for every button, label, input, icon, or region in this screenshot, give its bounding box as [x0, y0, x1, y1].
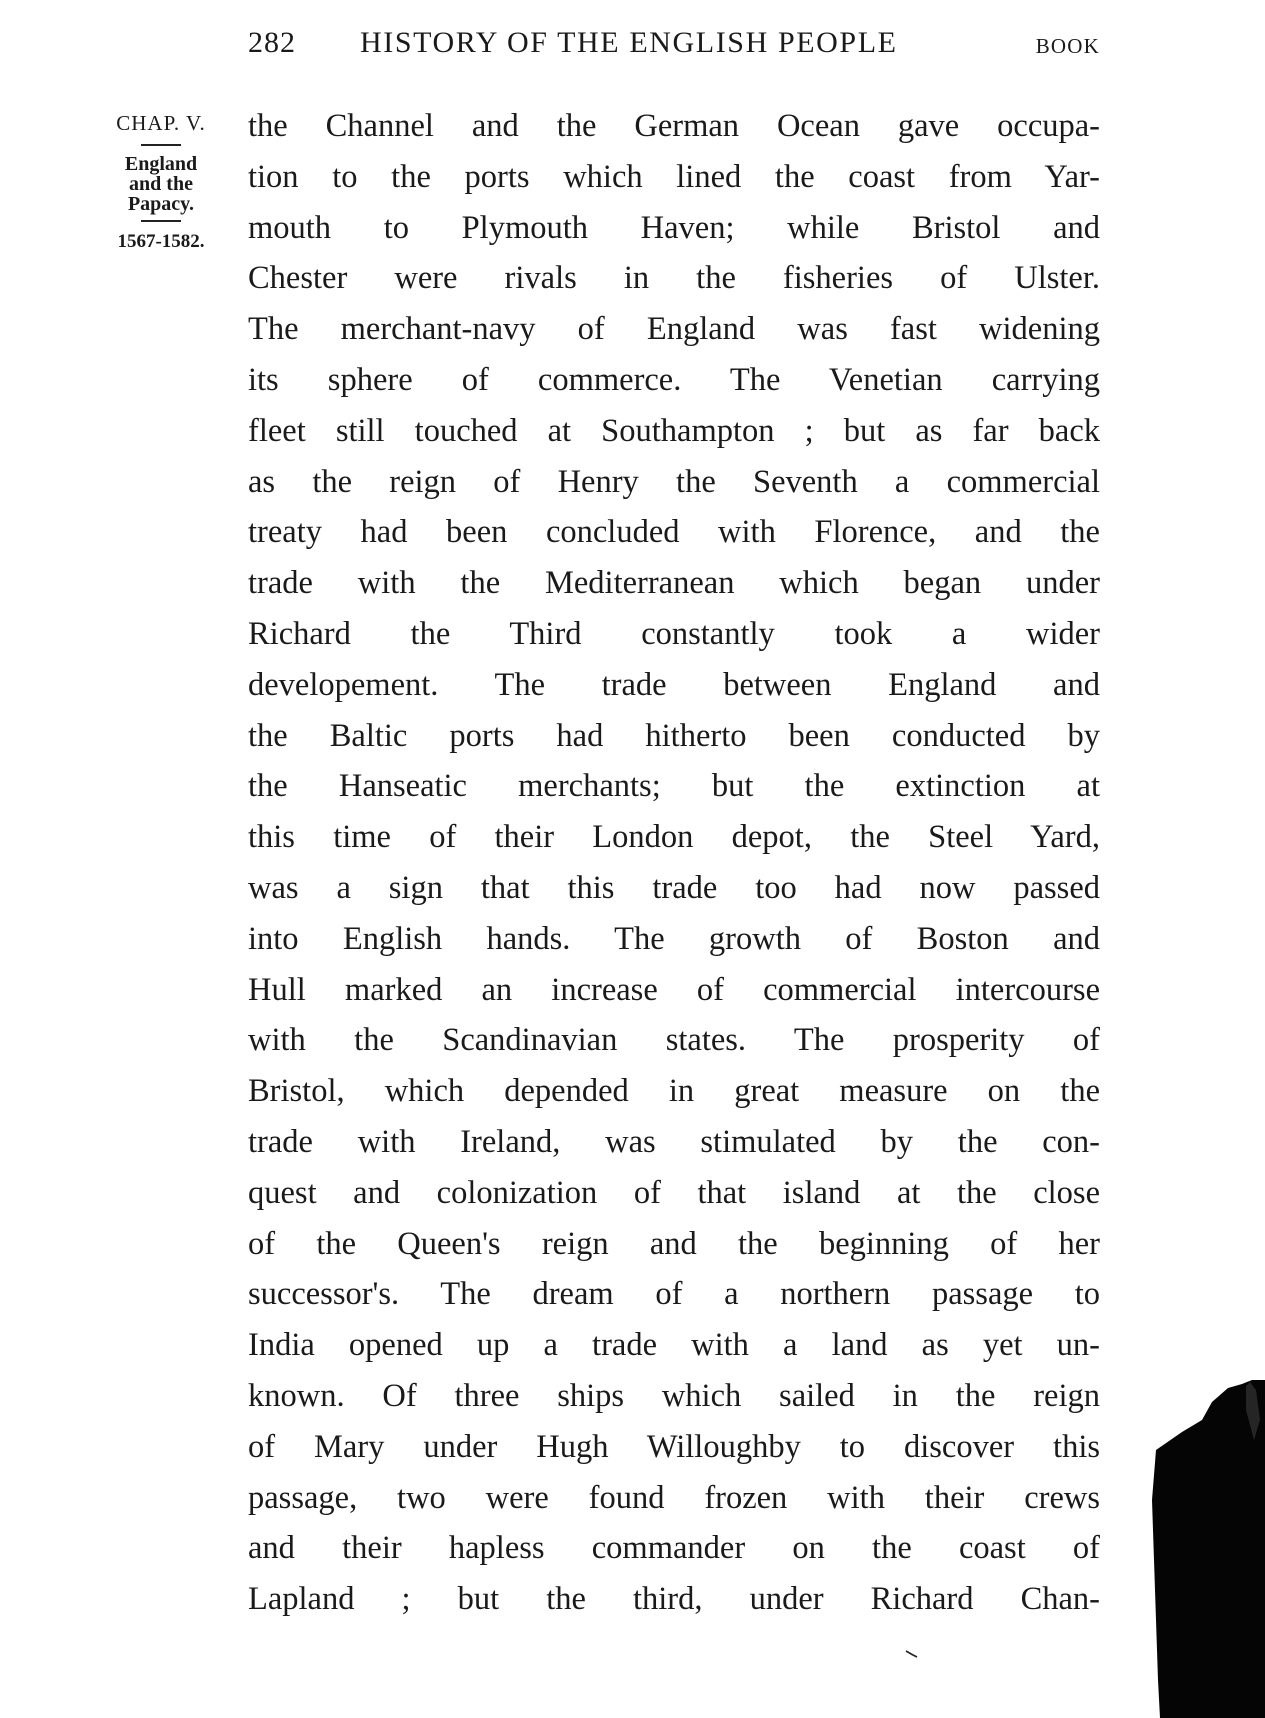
- text-line: fleet still touched at Southampton ; but as far back: [248, 412, 1100, 449]
- stray-ink-mark: [905, 1650, 919, 1658]
- text-line: the Baltic ports had hitherto been conducted by: [248, 717, 1100, 754]
- text-line: Hull marked an increase of commercial intercourse: [248, 971, 1100, 1008]
- text-line: tion to the ports which lined the coast from Yar-: [248, 158, 1100, 195]
- scan-shadow-edge: [1142, 1380, 1265, 1718]
- text-line: its sphere of commerce. The Venetian carrying: [248, 361, 1100, 398]
- text-line: of the Queen's reign and the beginning of her: [248, 1225, 1100, 1262]
- text-line: was a sign that this trade too had now passed: [248, 869, 1100, 906]
- text-line: India opened up a trade with a land as yet un-: [248, 1327, 1100, 1364]
- text-line: Richard the Third constantly took a wider: [248, 615, 1100, 652]
- text-line: treaty had been concluded with Florence, and the: [248, 514, 1100, 551]
- text-line: trade with the Mediterranean which began under: [248, 565, 1100, 602]
- text-line: developement. The trade between England and: [248, 666, 1100, 703]
- margin-topic-line: and the: [129, 173, 193, 195]
- margin-topic: [96, 154, 226, 214]
- text-line: The merchant-navy of England was fast widening: [248, 311, 1100, 348]
- chapter-label: CHAP. V.: [116, 111, 206, 135]
- text-line: and their hapless commander on the coast of: [248, 1530, 1100, 1567]
- margin-rule: [141, 220, 181, 222]
- margin-topic-line: England: [124, 153, 198, 175]
- text-line: successor's. The dream of a northern passage to: [248, 1276, 1100, 1313]
- body-text: [248, 101, 1100, 1625]
- text-line: known. Of three ships which sailed in the reign: [248, 1377, 1100, 1414]
- margin-dates: 1567-1582.: [117, 231, 205, 252]
- text-line: of Mary under Hugh Willoughby to discover this: [248, 1428, 1100, 1465]
- text-line: Bristol, which depended in great measure on the: [248, 1073, 1100, 1110]
- page-number: 282: [248, 26, 296, 59]
- text-line: Chester were rivals in the fisheries of Ulster.: [248, 260, 1100, 297]
- text-line: with the Scandinavian states. The prosperity of: [248, 1022, 1100, 1059]
- running-title: HISTORY OF THE ENGLISH PEOPLE: [360, 26, 898, 59]
- text-line-last: Lapland ; but the third, under Richard Chan-: [248, 1581, 1100, 1618]
- running-header: [248, 26, 1100, 66]
- text-line: into English hands. The growth of Boston and: [248, 920, 1100, 957]
- margin-notes: [96, 108, 226, 254]
- text-line: trade with Ireland, was stimulated by the con-: [248, 1123, 1100, 1160]
- book-label: BOOK: [1035, 34, 1100, 58]
- text-line: as the reign of Henry the Seventh a commercial: [248, 463, 1100, 500]
- text-line: this time of their London depot, the Steel Yard,: [248, 819, 1100, 856]
- text-line: the Channel and the German Ocean gave occupa-: [248, 108, 1100, 144]
- text-line: the Hanseatic merchants; but the extinction at: [248, 768, 1100, 805]
- scan-shadow-shape: [1152, 1380, 1265, 1718]
- text-line: quest and colonization of that island at the close: [248, 1174, 1100, 1211]
- margin-topic-line: Papacy.: [127, 193, 195, 215]
- margin-rule: [141, 144, 181, 146]
- text-line: passage, two were found frozen with their crews: [248, 1479, 1100, 1516]
- text-line: mouth to Plymouth Haven; while Bristol and: [248, 209, 1100, 246]
